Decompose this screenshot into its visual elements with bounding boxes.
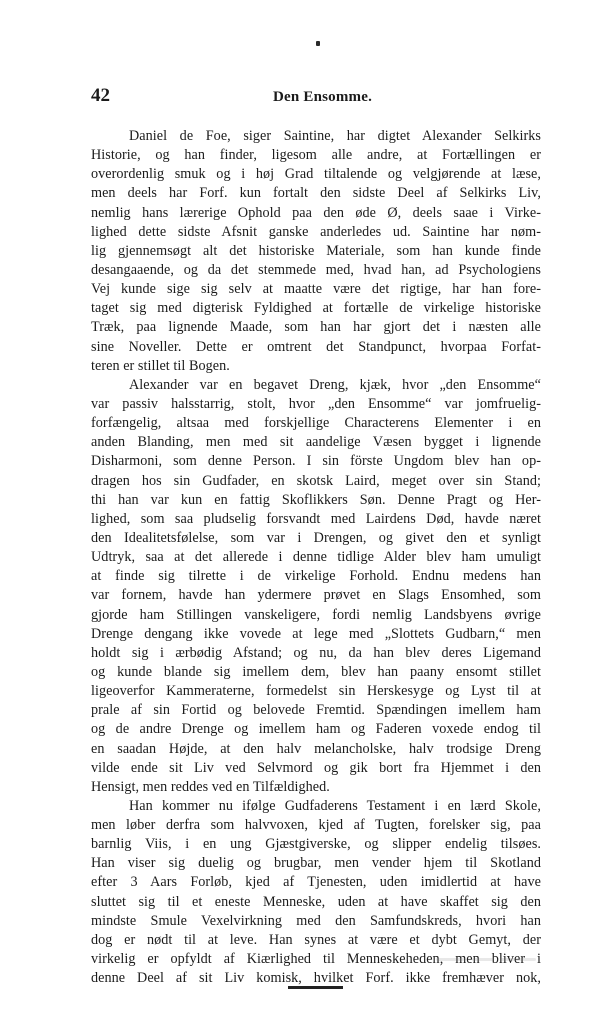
text-line: overordenlig smuk og i høj Grad tiltalende og velgjørende at læse, [91, 166, 541, 183]
text-line: barnlig Viis, i en ung Gjæstgiverske, og slipper endelig tilsøes. [91, 836, 541, 853]
text-line: dragen hos sin Gudfader, en skotsk Laird, meget over sin Stand; [91, 472, 541, 489]
text-line: Drenge dengang ikke vovede at lege med „Slottets Gudbarn,“ men [91, 625, 541, 642]
text-line: men løber derfra som halvvoxen, kjed af Tugten, forelsker sig, paa [91, 817, 541, 834]
running-title: Den Ensomme. [273, 89, 373, 105]
text-line: lighed, som saa pludselig forsvandt med Lairdens Død, havde næret [91, 510, 541, 527]
text-line: Træk, paa lignende Maade, som han har gjort det i næsten alle [91, 319, 541, 336]
text-line: at finde sig tilrette i de virkelige Forhold. Endnu medens han [91, 568, 541, 585]
text-line: var fornem, havde han ydermere prøvet en Slags Ensomhed, som [91, 587, 541, 604]
text-line: anden Blanding, men med sit aandelige Væsen bygget i lignende [91, 434, 541, 451]
text-line: Han kommer nu ifølge Gudfaderens Testament i en lærd Skole, [129, 797, 541, 814]
text-line: men deels har Forf. kun fortalt den sidste Deel af Selkirks Liv, [91, 185, 541, 202]
text-line: Hensigt, men reddes ved en Tilfældighed. [91, 778, 330, 795]
text-line: den Idealitetsfølelse, som var i Drengen, og givet den et synligt [91, 529, 541, 546]
text-line: Vej kunde sige sig selv at maatte være det rigtige, har han fore- [91, 281, 541, 298]
text-line: lighed dette sidste Afsnit ganske anderledes ud. Saintine har nøm- [91, 223, 541, 240]
footer-rule [288, 986, 343, 989]
text-line: forfængelig, altsaa med forskjellige Characterens Elementer i en [91, 415, 541, 432]
text-line: og de andre Drenge og imellem ham og Faderen voxede endog til [91, 721, 541, 738]
printer-mark-dot [316, 41, 320, 46]
text-line: thi han var kun en fattig Skoflikkers Søn. Denne Pragt og Her- [91, 491, 541, 508]
text-line: efter 3 Aars Forløb, kjed af Tjenesten, uden imidlertid at have [91, 874, 541, 891]
text-line: sluttet sig til et eneste Menneske, uden at have skaffet sig den [91, 893, 541, 910]
text-line: Han viser sig duelig og brugbar, men vender hjem til Skotland [91, 855, 541, 872]
text-line: dog er nødt til at leve. Han synes at være et dybt Gemyt, der [91, 931, 541, 948]
text-line: denne Deel af sit Liv komisk, hvilket Forf. ikke fremhæver nok, [91, 970, 541, 987]
text-line: vilde ende sit Liv ved Selvmord og gik bort fra Hjemmet i den [91, 759, 541, 776]
page-number: 42 [91, 85, 110, 106]
text-line: en saadan Højde, at den halv melancholske, halv trodsige Dreng [91, 740, 541, 757]
text-line: Udtryk, saa at det allerede i denne tidlige Alder blev ham umuligt [91, 549, 541, 566]
text-line: og kunde blande sig imellem dem, blev han paany ensomt stillet [91, 663, 541, 680]
text-line: prale af sin Fortid og belovede Fremtid. Spændingen imellem ham [91, 702, 541, 719]
text-line: gjorde ham Stillingen vanskeligere, fordi nemlig Landsbyens øvrige [91, 606, 541, 623]
text-line: Disharmoni, som denne Person. I sin förste Ungdom blev han op- [91, 453, 541, 470]
text-line: desangaaende, og da det stemmede med, hvad han, ad Psychologiens [91, 261, 541, 278]
text-line: ligeoverfor Kammeraterne, formedelst sin Herskesyge og Lyst til at [91, 683, 541, 700]
running-head [91, 84, 541, 108]
text-line: sine Noveller. Dette er omtrent det Standpunct, hvorpaa Forfat- [91, 338, 541, 355]
text-line: Historie, og han finder, ligesom alle andre, at Fortællingen er [91, 147, 541, 164]
text-line: Daniel de Foe, siger Saintine, har digtet Alexander Selkirks [129, 128, 541, 144]
text-line: teren er stillet til Bogen. [91, 357, 230, 374]
faded-library-stamp [432, 952, 542, 976]
text-line: var passiv halsstarrig, stolt, hvor „den Ensomme“ var jomfruelig- [91, 395, 541, 412]
body-text [91, 127, 541, 988]
text-line: virkelig er opfyldt af Kiærlighed til Menneskeheden, men bliver i [91, 951, 541, 968]
text-line: taget sig med digterisk Fyldighed at fortælle de virkelige historiske [91, 300, 541, 317]
text-line: nemlig hans lærerige Ophold paa den øde Ø, deels saae i Virke- [91, 204, 541, 221]
text-line: holdt sig i ærbødig Afstand; og nu, da han blev deres Ligemand [91, 644, 541, 661]
text-line: mindste Smule Vexelvirkning med den Samfundskreds, hvori han [91, 912, 541, 929]
text-line: Alexander var en begavet Dreng, kjæk, hvor „den Ensomme“ [129, 376, 541, 393]
text-line: lig gjennemsøgt alt det historiske Materiale, som han kunde finde [91, 242, 541, 259]
